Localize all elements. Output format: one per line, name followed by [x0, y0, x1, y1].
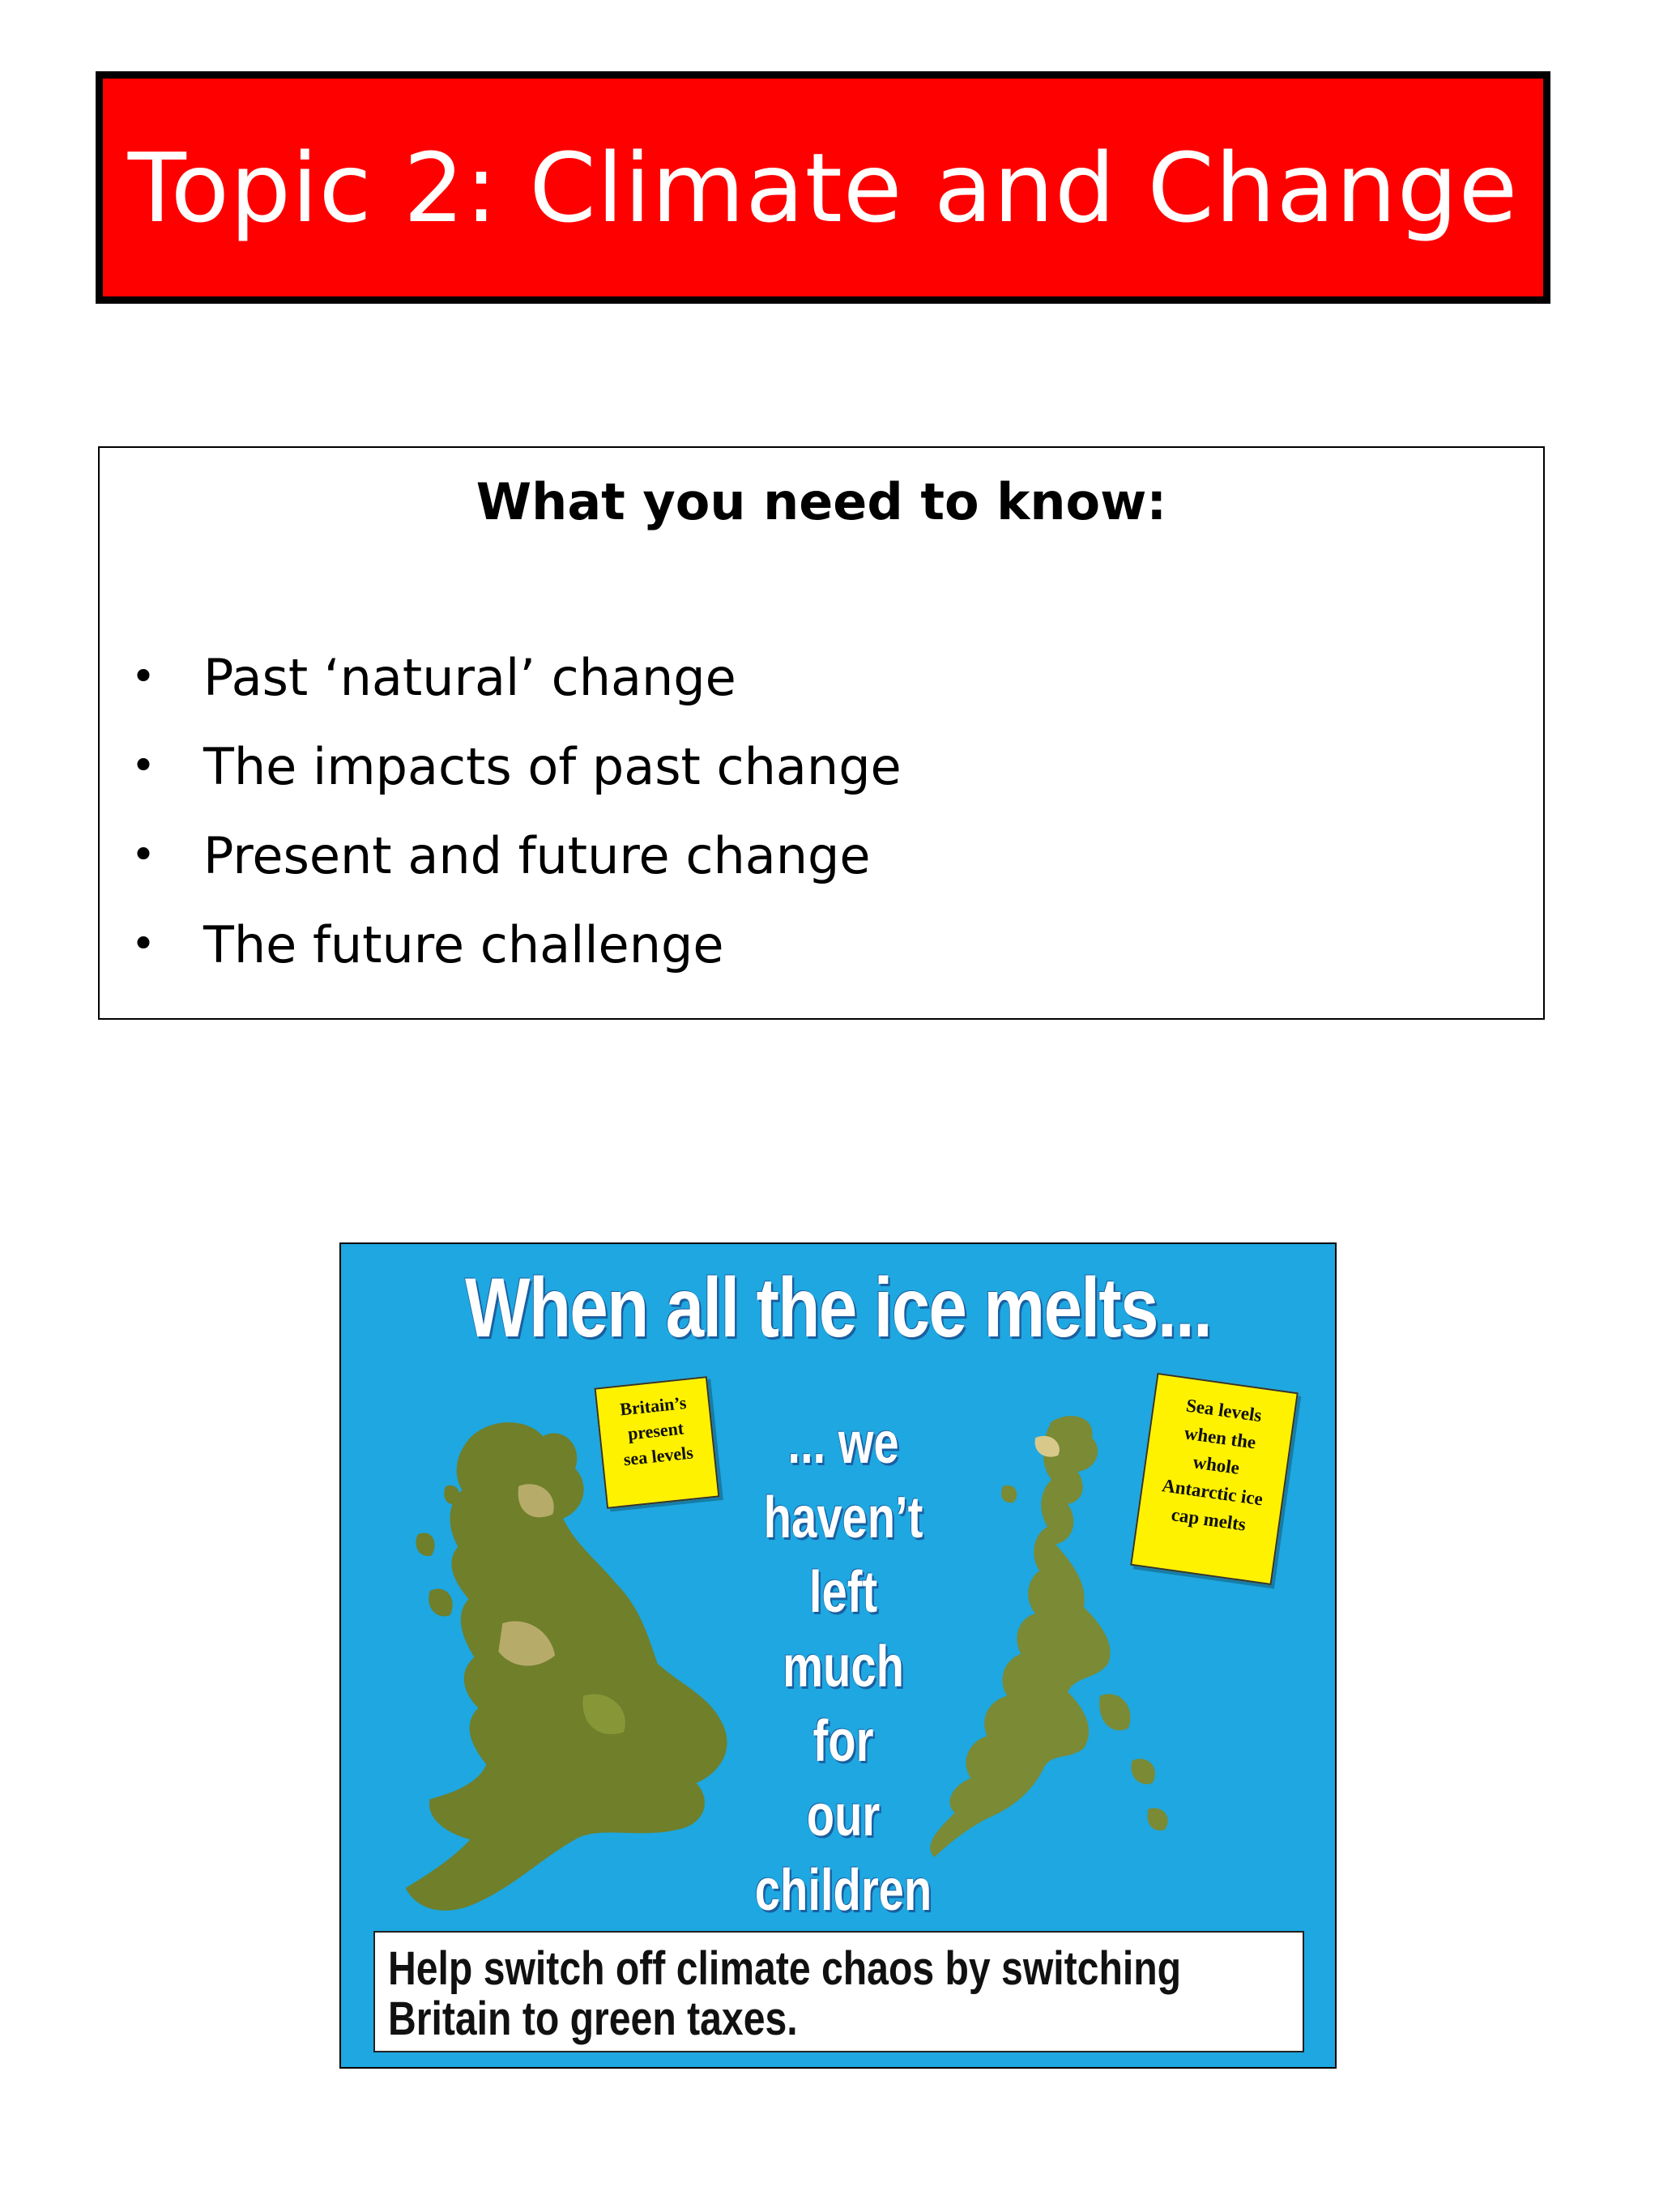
- topic-list: [100, 633, 1543, 989]
- bullet-icon: •: [130, 653, 156, 701]
- knowledge-heading: What you need to know:: [476, 472, 1167, 531]
- list-item-text: Past ‘natural’ change: [203, 647, 736, 707]
- list-item-text: The future challenge: [203, 914, 724, 974]
- britain-flooded-map-icon: [930, 1416, 1167, 1857]
- page-title: Topic 2: Climate and Change: [127, 131, 1519, 244]
- knowledge-box: [98, 446, 1545, 1020]
- middle-line: for: [812, 1709, 874, 1774]
- note-line: when the: [1183, 1422, 1257, 1453]
- note-line: cap melts: [1170, 1504, 1247, 1535]
- poster-footer: [373, 1931, 1304, 2052]
- middle-line: haven’t: [763, 1485, 923, 1550]
- note-line: Sea levels: [1184, 1395, 1264, 1426]
- middle-line: our: [806, 1784, 881, 1848]
- note-line: Britain’s: [619, 1392, 688, 1420]
- footer-line: Help switch off climate chaos by switching: [388, 1942, 1182, 1995]
- bullet-icon: •: [130, 742, 156, 791]
- poster-middle-text: [748, 1406, 938, 1928]
- note-antarctic-melt: [1130, 1373, 1299, 1585]
- middle-line: left: [808, 1560, 878, 1625]
- middle-line: children: [754, 1858, 932, 1923]
- note-line: present: [626, 1417, 685, 1444]
- note-line: Antarctic ice: [1160, 1475, 1265, 1510]
- list-item-text: The impacts of past change: [203, 736, 902, 796]
- list-item: [100, 722, 1543, 811]
- note-line: sea levels: [622, 1442, 694, 1470]
- ice-melt-poster: [339, 1242, 1337, 2069]
- note-present-sea-levels: [595, 1376, 720, 1509]
- bullet-icon: •: [130, 831, 156, 880]
- middle-line: much: [783, 1634, 904, 1699]
- title-banner: [96, 71, 1550, 304]
- footer-line: Britain to green taxes.: [388, 1993, 798, 2045]
- middle-line: ... we: [787, 1411, 899, 1476]
- list-item: [100, 811, 1543, 900]
- poster-headline: When all the ice melts...: [464, 1261, 1212, 1355]
- note-line: whole: [1192, 1451, 1241, 1479]
- list-item-text: Present and future change: [203, 825, 871, 885]
- list-item: [100, 633, 1543, 722]
- bullet-icon: •: [130, 920, 156, 969]
- list-item: [100, 900, 1543, 989]
